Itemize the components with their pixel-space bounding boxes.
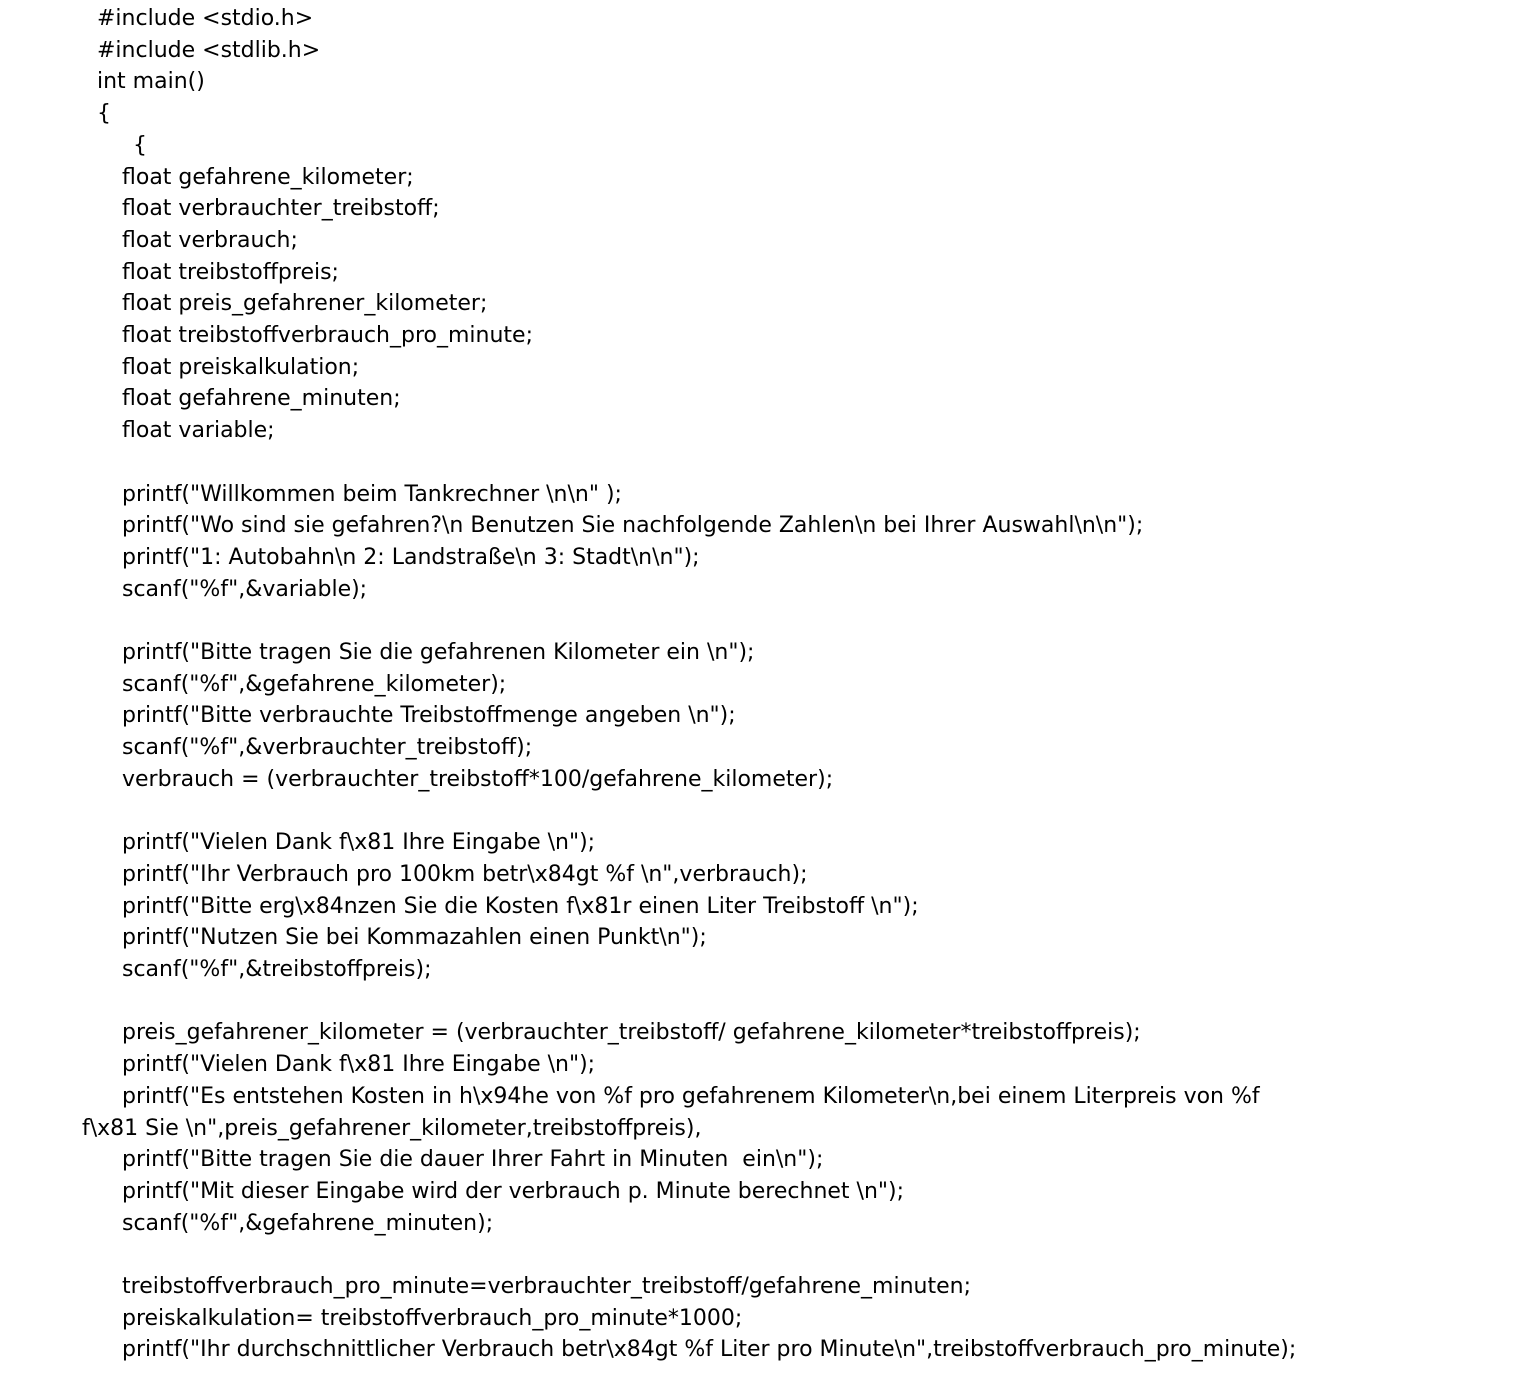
code-line: [0, 986, 1534, 1018]
code-line: {: [97, 101, 111, 127]
code-line: float preis_gefahrener_kilometer;: [122, 291, 488, 317]
code-line: [0, 605, 1534, 637]
code-line: float treibstoffverbrauch_pro_minute;: [122, 323, 533, 349]
code-line: printf("Es entstehen Kosten in h\x94he von %f pro gefahrenem Kilometer\n,bei einem Literpreis von %f: [122, 1083, 1260, 1109]
code-line: treibstoffverbrauch_pro_minute=verbrauchter_treibstoff/gefahrene_minuten;: [122, 1274, 971, 1300]
code-line: float verbrauchter_treibstoff;: [122, 196, 440, 222]
code-line: scanf("%f",&gefahrene_minuten);: [122, 1210, 494, 1236]
code-line: float treibstoffpreis;: [122, 259, 339, 285]
code-line: float gefahrene_minuten;: [122, 386, 401, 412]
code-line: printf("Bitte erg\x84nzen Sie die Kosten f\x81r einen Liter Treibstoff \n");: [122, 893, 919, 919]
code-line: [0, 1239, 1534, 1271]
code-line: int main(): [97, 69, 205, 95]
code-line: f\x81 Sie \n",preis_gefahrener_kilometer,treibstoffpreis),: [82, 1115, 702, 1141]
code-line: scanf("%f",&verbrauchter_treibstoff);: [122, 735, 533, 761]
code-line: printf("Vielen Dank f\x81 Ihre Eingabe \n");: [122, 1052, 596, 1078]
code-line: printf("Mit dieser Eingabe wird der verbrauch p. Minute berechnet \n");: [122, 1178, 905, 1204]
code-line: {: [133, 132, 147, 158]
code-line: [0, 447, 1534, 479]
code-line: printf("Willkommen beim Tankrechner \n\n" );: [122, 481, 622, 507]
code-line: [0, 796, 1534, 828]
code-line: printf("Wo sind sie gefahren?\n Benutzen Sie nachfolgende Zahlen\n bei Ihrer Auswahl\n\n");: [122, 513, 1144, 539]
code-line: preiskalkulation= treibstoffverbrauch_pro_minute*1000;: [122, 1305, 743, 1331]
code-line: printf("1: Autobahn\n 2: Landstraße\n 3: Stadt\n\n");: [122, 544, 700, 570]
code-line: printf("Vielen Dank f\x81 Ihre Eingabe \n");: [122, 830, 596, 856]
code-line: scanf("%f",&gefahrene_kilometer);: [122, 671, 507, 697]
code-line: scanf("%f",&variable);: [122, 576, 368, 602]
code-line: printf("Ihr Verbrauch pro 100km betr\x84gt %f \n",verbrauch);: [122, 861, 808, 887]
code-line: printf("Ihr durchschnittlicher Verbrauch betr\x84gt %f Liter pro Minute\n",treibstoffverbrauch_pro_minute);: [122, 1337, 1297, 1363]
code-line: printf("Bitte tragen Sie die gefahrenen Kilometer ein \n");: [122, 640, 755, 666]
code-line: printf("Nutzen Sie bei Kommazahlen einen Punkt\n");: [122, 925, 707, 951]
code-line: preis_gefahrener_kilometer = (verbrauchter_treibstoff/ gefahrene_kilometer*treibstoffpreis);: [122, 1020, 1141, 1046]
code-line: verbrauch = (verbrauchter_treibstoff*100/gefahrene_kilometer);: [122, 766, 834, 792]
code-line: float preiskalkulation;: [122, 354, 360, 380]
code-line: float gefahrene_kilometer;: [122, 164, 414, 190]
code-line: scanf("%f",&treibstoffpreis);: [122, 957, 432, 983]
code-line: printf("Bitte tragen Sie die dauer Ihrer Fahrt in Minuten ein\n");: [122, 1147, 824, 1173]
code-line: #include <stdio.h>: [97, 6, 314, 31]
code-line: float variable;: [122, 418, 275, 444]
code-line: #include <stdlib.h>: [97, 37, 321, 63]
code-line: float verbrauch;: [122, 227, 298, 253]
code-line: printf("Bitte verbrauchte Treibstoffmenge angeben \n");: [122, 703, 736, 729]
